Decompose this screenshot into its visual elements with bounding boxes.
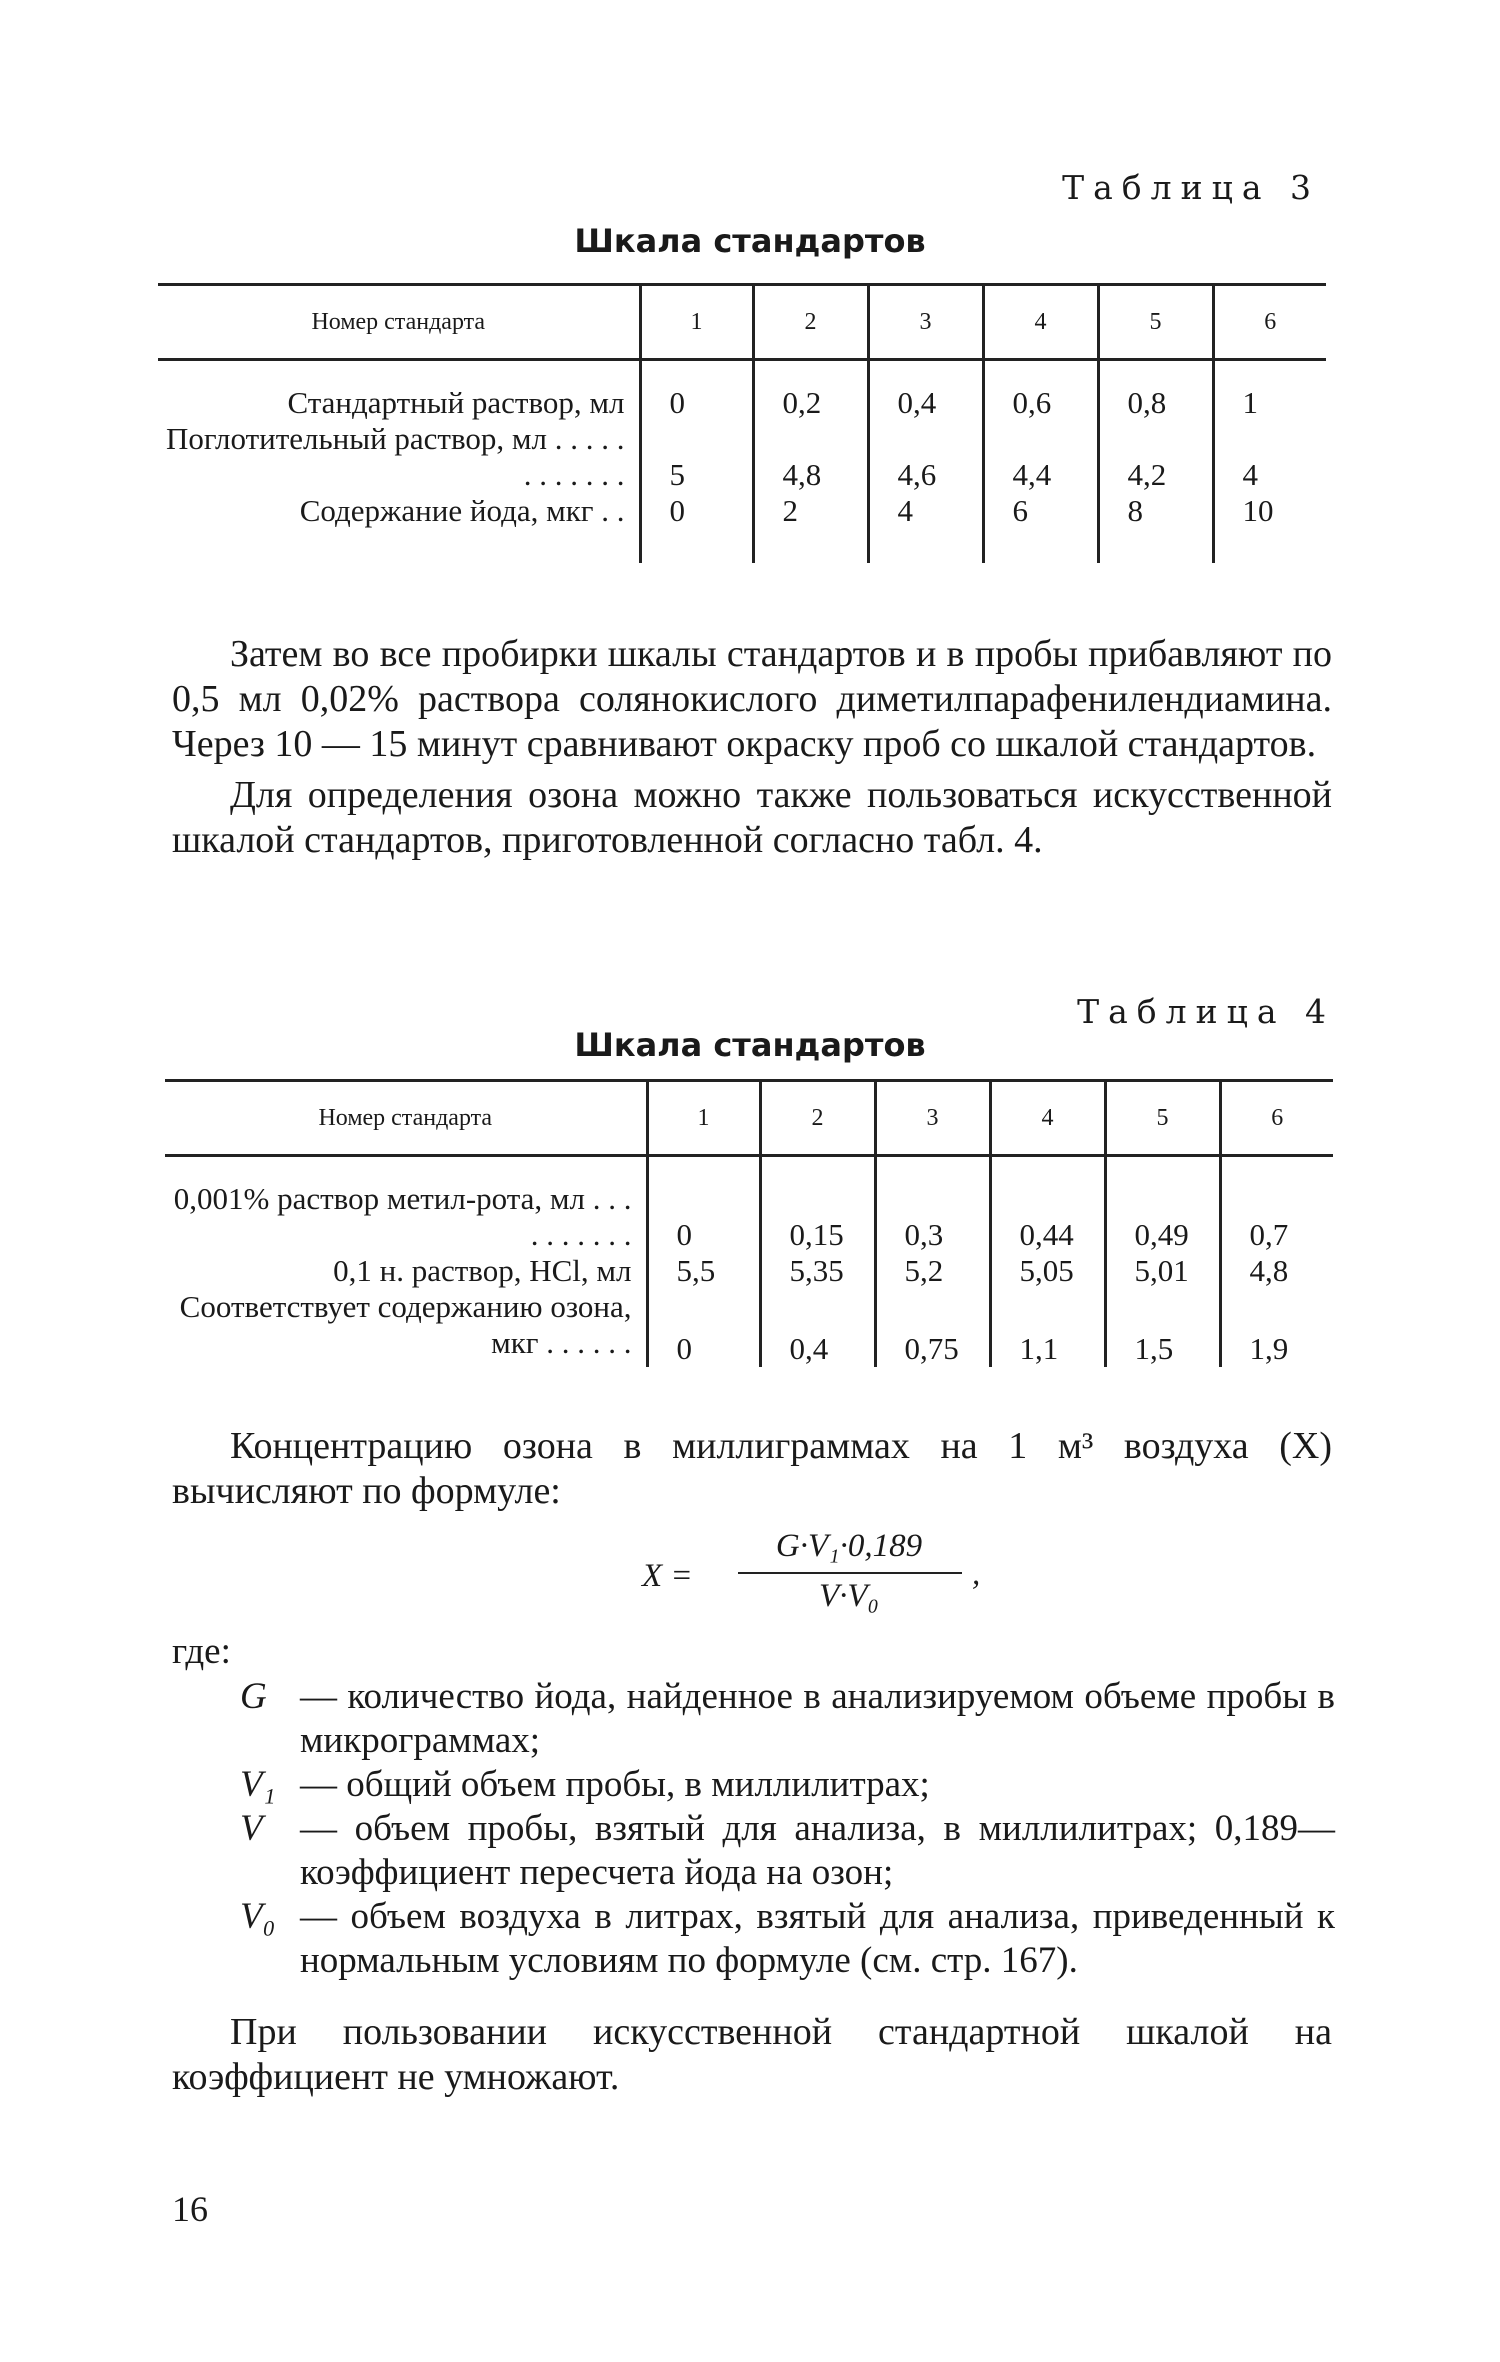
table-cell: 5,01 (1105, 1253, 1220, 1289)
body-text-2 (172, 1424, 1332, 1514)
table3-col-header: 1 (640, 285, 753, 360)
table4-col-header: 2 (760, 1081, 875, 1156)
table-cell: 0,44 (990, 1156, 1105, 1254)
definition-item (240, 1763, 1335, 1807)
formula-denominator: V·V₀ (818, 1578, 880, 1614)
table-cell: 5,2 (875, 1253, 990, 1289)
definition-item (240, 1895, 1335, 1983)
table-cell: 0,7 (1220, 1156, 1333, 1254)
table-cell: 0,2 (753, 360, 868, 422)
table4-row-label: 0,001% раствор метил-рота, мл . . . . . . . . . . (173, 1181, 632, 1252)
definition-symbol: V (240, 1808, 263, 1849)
page-number: 16 (172, 2189, 208, 2229)
table3-col-header: 6 (1213, 285, 1326, 360)
table-cell: 0,75 (875, 1289, 990, 1367)
table-cell: 1,9 (1220, 1289, 1333, 1367)
table-cell: 0,8 (1098, 360, 1213, 422)
table3-row-label: Стандартный раствор, мл (287, 385, 625, 420)
table-cell: 5,35 (760, 1253, 875, 1289)
table4-col-header: 3 (875, 1081, 990, 1156)
table-cell: 4 (1213, 421, 1326, 493)
table-cell: 4 (868, 493, 983, 563)
table4-row-label: 0,1 н. раствор, HCl, мл (333, 1253, 632, 1288)
table-cell: 4,6 (868, 421, 983, 493)
table-cell: 8 (1098, 493, 1213, 563)
definitions-list (240, 1675, 1335, 1983)
table-row (158, 493, 1326, 563)
table-cell: 6 (983, 493, 1098, 563)
table-row (158, 360, 1326, 422)
definition-symbol: V₀ (240, 1896, 276, 1937)
table4-row-label: Соответствует содержанию озона, мкг . . . . . . (179, 1289, 632, 1360)
table-cell: 5,5 (647, 1253, 760, 1289)
table-cell: 0 (647, 1289, 760, 1367)
body-text-1 (172, 632, 1332, 863)
table-cell: 4,2 (1098, 421, 1213, 493)
formula-trail: , (972, 1556, 981, 1592)
table3-col-header: 4 (983, 285, 1098, 360)
table-cell: 0,3 (875, 1156, 990, 1254)
table3 (158, 283, 1326, 563)
table-row (165, 1253, 1333, 1289)
definition-text: — объем воздуха в литрах, взятый для анализа, приведенный к нормальным условиям по формуле (см. стр. 167). (300, 1896, 1335, 1981)
table3-col-header: 5 (1098, 285, 1213, 360)
table3-row-label: Поглотительный раствор, мл . . . . . . . . . . . . (166, 421, 625, 492)
table3-row-label: Содержание йода, мкг . . (299, 493, 625, 528)
table-row (165, 1289, 1333, 1367)
formula-numerator: G·V₁·0,189 (775, 1528, 923, 1564)
table-row (165, 1156, 1333, 1254)
table4-col-header: 5 (1105, 1081, 1220, 1156)
table4-col-header: 4 (990, 1081, 1105, 1156)
definition-item (240, 1807, 1335, 1895)
table4-title: Шкала стандартов (574, 1026, 926, 1064)
table3-col-header: 3 (868, 285, 983, 360)
paragraph: При пользовании искусственной стандартной шкалой на коэффициент не умножают. (172, 2011, 1332, 2098)
table-cell: 1 (1213, 360, 1326, 422)
fraction-bar (738, 1572, 962, 1574)
table4-col-header: 1 (647, 1081, 760, 1156)
table-cell: 0,15 (760, 1156, 875, 1254)
paragraph: Для определения озона можно также пользоваться искусственной шкалой стандартов, приготовленной согласно табл. 4. (172, 774, 1332, 861)
table3-col-header: 2 (753, 285, 868, 360)
definition-text: — количество йода, найденное в анализируемом объеме пробы в микрограммах; (300, 1676, 1335, 1761)
paragraph: Концентрацию озона в миллиграммах на 1 м³ воздуха (X) вычисляют по формуле: (172, 1425, 1332, 1512)
table3-title: Шкала стандартов (574, 222, 926, 260)
where-label: где: (172, 1631, 231, 1672)
table-cell: 5 (640, 421, 753, 493)
table4 (165, 1079, 1333, 1367)
table-cell: 0,6 (983, 360, 1098, 422)
table-cell: 0 (640, 360, 753, 422)
paragraph: Затем во все пробирки шкалы стандартов и в пробы прибавляют по 0,5 мл 0,02% раствора солянокислого диметилпарафенилендиамина. Через 10 — 15 минут сравнивают окраску проб со шкалой стандартов. (172, 633, 1332, 765)
definition-symbol: V₁ (240, 1764, 276, 1805)
table-cell: 0,49 (1105, 1156, 1220, 1254)
table-cell: 10 (1213, 493, 1326, 563)
table-cell: 0 (640, 493, 753, 563)
table4-number: Таблица 4 (1077, 992, 1335, 1031)
definition-text: — общий объем пробы, в миллилитрах; (300, 1764, 930, 1805)
table3-header-label: Номер стандарта (311, 308, 486, 335)
table-cell: 4,8 (753, 421, 868, 493)
table-cell: 4,8 (1220, 1253, 1333, 1289)
definition-item (240, 1675, 1335, 1763)
table3-number: Таблица 3 (1062, 168, 1320, 207)
table-cell: 0 (647, 1156, 760, 1254)
definition-symbol: G (240, 1676, 267, 1717)
table3-header-row (158, 285, 1326, 360)
table-cell: 0,4 (868, 360, 983, 422)
table-cell: 4,4 (983, 421, 1098, 493)
table-row (158, 421, 1326, 493)
table4-header-row (165, 1081, 1333, 1156)
table-cell: 1,5 (1105, 1289, 1220, 1367)
body-text-3 (172, 2010, 1332, 2100)
table-cell: 5,05 (990, 1253, 1105, 1289)
table4-col-header: 6 (1220, 1081, 1333, 1156)
table-cell: 1,1 (990, 1289, 1105, 1367)
table-cell: 0,4 (760, 1289, 875, 1367)
formula-lhs: X = (642, 1558, 693, 1594)
table4-header-label: Номер стандарта (318, 1104, 493, 1131)
definition-text: — объем пробы, взятый для анализа, в миллилитрах; 0,189—коэффициент пересчета йода на озон; (300, 1808, 1335, 1893)
table-cell: 2 (753, 493, 868, 563)
